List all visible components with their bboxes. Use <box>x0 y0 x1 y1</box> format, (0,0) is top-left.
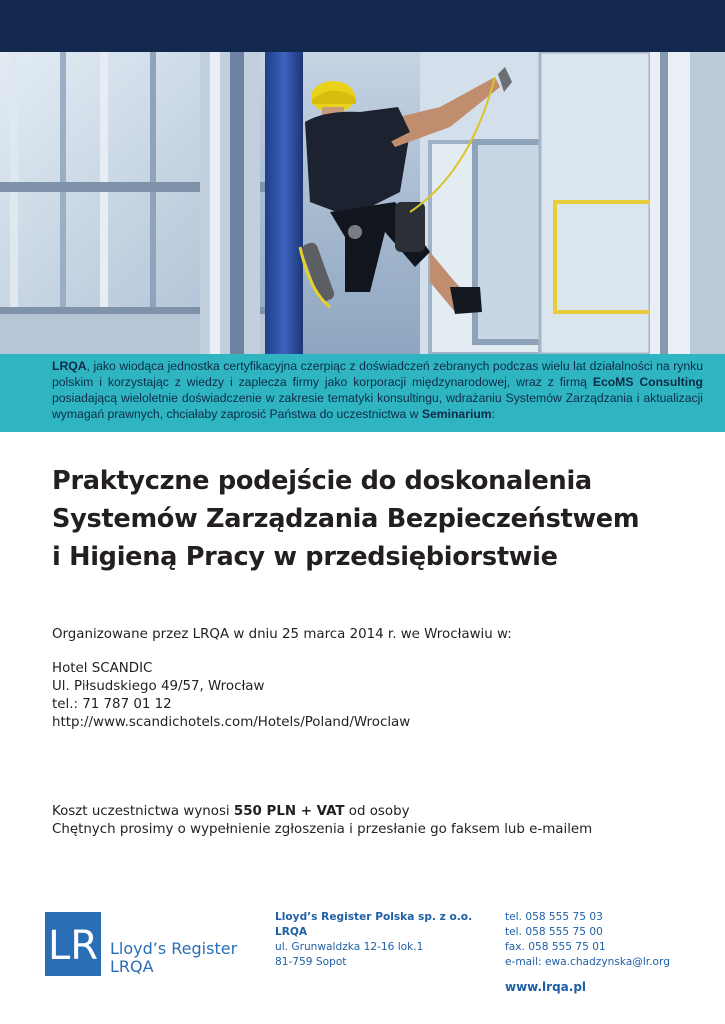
intro-partner: EcoMS Consulting <box>592 375 704 389</box>
website-link[interactable]: www.lrqa.pl <box>505 980 587 994</box>
cost-prefix: Koszt uczestnictwa wynosi <box>52 804 234 819</box>
company-name: Lloyd’s Register Polska sp. z o.o. <box>275 911 473 923</box>
top-header-band <box>0 0 725 52</box>
intro-text-part1: , jako wiodąca jednostka certyfikacyjna czerpiąc z doświadczeń zebranych podczas wielu lat działalności na rynku polskim i korzystając z wiedzy i zaplecza firmy jako korporacji międzynarodowej, wraz z firmą <box>52 359 703 389</box>
hero-photo-window-cleaner <box>0 52 725 354</box>
cost-line <box>52 803 592 821</box>
venue-block <box>52 660 410 732</box>
intro-text-part3: : <box>491 407 496 421</box>
title-line: i Higieną Pracy w przedsiębiorstwie <box>52 542 558 572</box>
intro-event-word: Seminarium <box>421 407 492 421</box>
company-street: ul. Grunwaldzka 12-16 lok.1 <box>275 941 424 953</box>
intro-text-part2: posiadającą wieloletnie doświadczenie w zakresie tematyki konsultingu, wdrażaniu Systemów Zarządzania i aktualizacji wymagań prawnych, chciałaby zaprosić Państwa do uczestnictwa w <box>52 391 703 421</box>
contact-tel1: tel. 058 555 75 03 <box>505 911 603 923</box>
company-unit: LRQA <box>275 926 308 938</box>
company-address <box>275 910 472 970</box>
logo-line1: Lloyd’s Register <box>110 939 238 958</box>
title-line: Systemów Zarządzania Bezpieczeństwem <box>52 504 640 534</box>
logo-wordmark <box>110 940 237 976</box>
seminar-title <box>52 462 692 576</box>
contact-details <box>505 910 670 970</box>
title-line: Praktyczne podejście do doskonalenia <box>52 466 592 496</box>
contact-email-link[interactable]: e-mail: ewa.chadzynska@lr.org <box>505 956 670 968</box>
company-city: 81-759 Sopot <box>275 956 347 968</box>
intro-paragraph <box>52 358 703 422</box>
contact-fax: fax. 058 555 75 01 <box>505 941 606 953</box>
organized-info <box>52 626 512 644</box>
lloyds-register-logo <box>45 912 255 982</box>
cost-amount: 550 PLN + VAT <box>233 804 345 819</box>
registration-request: Chętnych prosimy o wypełnienie zgłoszenia i przesłanie go faksem lub e-mailem <box>52 822 593 837</box>
lr-logo-mark: LR <box>47 923 99 969</box>
cost-suffix: od osoby <box>344 804 410 819</box>
intro-brand: LRQA <box>52 359 87 373</box>
lr-logo-icon <box>45 912 101 976</box>
hotel-phone: tel.: 71 787 01 12 <box>52 697 172 712</box>
hotel-street: Ul. Piłsudskiego 49/57, Wrocław <box>52 679 265 694</box>
intro-banner <box>0 354 725 432</box>
logo-line2: LRQA <box>110 957 154 976</box>
hotel-name: Hotel SCANDIC <box>52 661 153 676</box>
organized-text: Organizowane przez LRQA w dniu 25 marca 2014 r. we Wrocławiu w: <box>52 627 512 642</box>
hotel-url-link[interactable]: http://www.scandichotels.com/Hotels/Poland/Wroclaw <box>52 715 411 730</box>
contact-tel2: tel. 058 555 75 00 <box>505 926 603 938</box>
cost-block <box>52 803 592 839</box>
